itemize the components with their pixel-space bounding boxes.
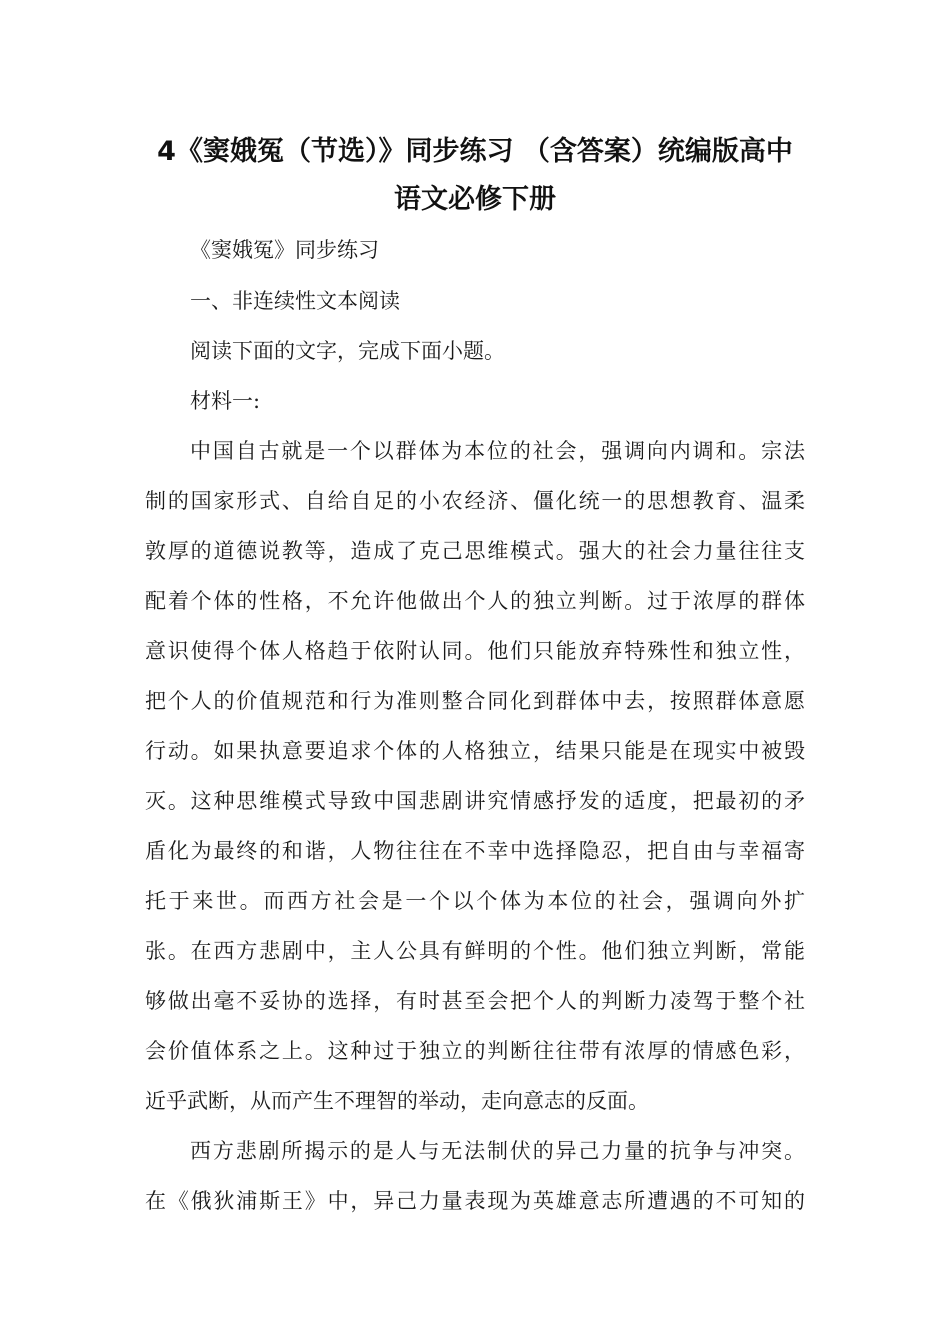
paragraph-line: 把个人的价值规范和行为准则整合同化到群体中去，按照群体意愿 [145,689,805,713]
paragraph-line: 张。在西方悲剧中，主人公具有鲜明的个性。他们独立判断，常能 [145,939,805,963]
document-title-line-2: 语文必修下册 [394,184,556,215]
paragraph-line: 意识使得个体人格趋于依附认同。他们只能放弃特殊性和独立性， [145,639,805,663]
reading-instruction: 阅读下面的文字，完成下面小题。 [190,339,505,363]
material-label: 材料一: [190,389,261,413]
paragraph-line: 行动。如果执意要追求个体的人格独立，结果只能是在现实中被毁 [145,739,805,763]
exercise-subtitle: 《窦娥冤》同步练习 [190,238,379,262]
document-title-line-1: 4《窦娥冤（节选）》同步练习 （含答案）统编版高中 [157,136,793,167]
paragraph-line: 会价值体系之上。这种过于独立的判断往往带有浓厚的情感色彩， [145,1039,805,1063]
paragraph-line: 敦厚的道德说教等，造成了克己思维模式。强大的社会力量往往支 [145,539,805,563]
paragraph-line: 制的国家形式、自给自足的小农经济、僵化统一的思想教育、温柔 [145,489,805,513]
paragraph-line: 盾化为最终的和谐，人物往往在不幸中选择隐忍，把自由与幸福寄 [145,839,805,863]
paragraph-line: 托于来世。而西方社会是一个以个体为本位的社会，强调向外扩 [145,889,805,913]
paragraph-line: 够做出毫不妥协的选择，有时甚至会把个人的判断力凌驾于整个社 [145,989,805,1013]
paragraph-line: 西方悲剧所揭示的是人与无法制伏的异己力量的抗争与冲突。 [190,1139,805,1163]
paragraph-line: 配着个体的性格，不允许他做出个人的独立判断。过于浓厚的群体 [145,589,805,613]
paragraph-line: 近乎武断，从而产生不理智的举动，走向意志的反面。 [145,1089,649,1113]
section-heading: 一、非连续性文本阅读 [190,289,400,313]
paragraph-line: 中国自古就是一个以群体为本位的社会，强调向内调和。宗法 [190,439,805,463]
paragraph-line: 灭。这种思维模式导致中国悲剧讲究情感抒发的适度，把最初的矛 [145,789,805,813]
paragraph-line: 在《俄狄浦斯王》中，异己力量表现为英雄意志所遭遇的不可知的 [145,1189,805,1213]
